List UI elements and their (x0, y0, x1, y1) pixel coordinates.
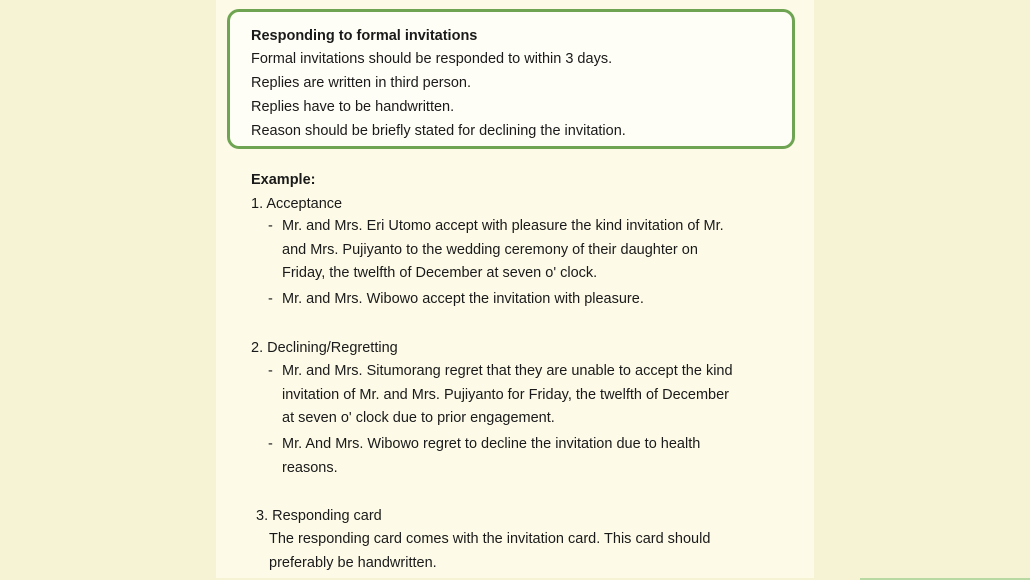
dash-marker: - (268, 436, 273, 452)
rule-line: Formal invitations should be responded to within 3 days. (251, 51, 613, 67)
list-item-text: Mr. and Mrs. Eri Utomo accept with pleasure the kind invitation of Mr. and Mrs. Pujiyanto to the wedding ceremony of their daughter on Friday, the twelfth of December at seven o' clock. (282, 218, 724, 281)
list-item-text: Mr. and Mrs. Situmorang regret that they are unable to accept the kind invitation of Mr. and Mrs. Pujiyanto for Friday, the twelfth of December at seven o' clock due to prior engagement. (282, 363, 733, 426)
responding-card-text: The responding card comes with the invitation card. This card should preferably be handwritten. (269, 531, 711, 571)
declining-title: 2. Declining/Regretting (251, 340, 398, 356)
list-item (268, 433, 798, 480)
acceptance-title: 1. Acceptance (251, 196, 343, 212)
list-item-text: Mr. And Mrs. Wibowo regret to decline the invitation due to health reasons. (282, 436, 701, 476)
rule-line: Replies have to be handwritten. (251, 99, 455, 115)
dash-marker: - (268, 291, 273, 307)
dash-marker: - (268, 218, 273, 234)
list-item (268, 215, 798, 286)
list-item (268, 288, 798, 312)
rules-title: Responding to formal invitations (251, 28, 478, 44)
rule-line: Replies are written in third person. (251, 75, 472, 91)
responding-card-title: 3. Responding card (256, 508, 382, 524)
list-item-text: Mr. and Mrs. Wibowo accept the invitation with pleasure. (282, 291, 644, 307)
dash-marker: - (268, 363, 273, 379)
example-label: Example: (251, 172, 316, 188)
rule-line: Reason should be briefly stated for declining the invitation. (251, 123, 626, 139)
list-item (268, 360, 798, 431)
